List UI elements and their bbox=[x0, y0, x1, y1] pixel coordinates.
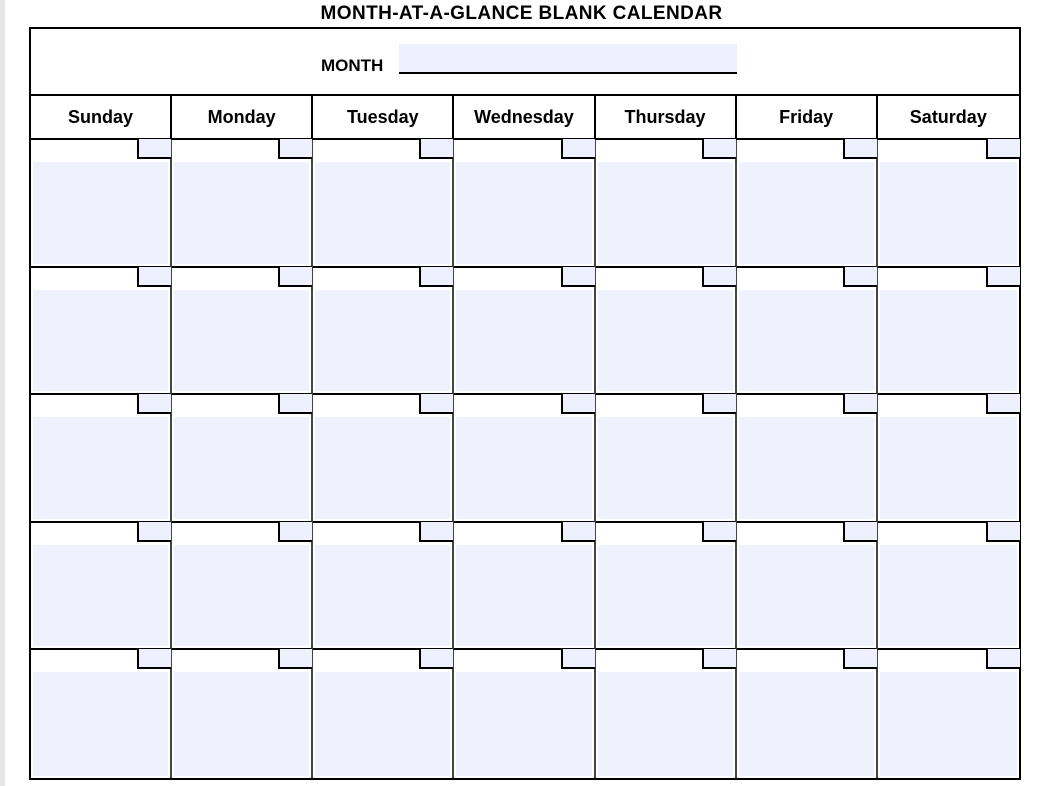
date-number-box[interactable] bbox=[986, 394, 1020, 414]
day-notes-field[interactable] bbox=[456, 290, 591, 392]
day-notes-field[interactable] bbox=[880, 162, 1017, 264]
date-number-box[interactable] bbox=[137, 139, 171, 159]
day-notes-field[interactable] bbox=[174, 672, 309, 776]
day-cell[interactable] bbox=[737, 395, 878, 523]
day-notes-field[interactable] bbox=[739, 290, 874, 392]
date-number-box[interactable] bbox=[986, 649, 1020, 669]
weekday-sunday: Sunday bbox=[31, 96, 172, 138]
date-number-box[interactable] bbox=[561, 649, 595, 669]
weekday-monday: Monday bbox=[172, 96, 313, 138]
day-notes-field[interactable] bbox=[880, 672, 1017, 776]
day-notes-field[interactable] bbox=[880, 545, 1017, 647]
weekday-tuesday: Tuesday bbox=[313, 96, 454, 138]
date-number-box[interactable] bbox=[137, 394, 171, 414]
day-cell[interactable] bbox=[878, 395, 1019, 523]
date-number-box[interactable] bbox=[843, 139, 877, 159]
day-cell[interactable] bbox=[31, 523, 172, 651]
day-cell[interactable] bbox=[878, 523, 1019, 651]
day-notes-field[interactable] bbox=[598, 290, 733, 392]
day-notes-field[interactable] bbox=[33, 545, 168, 647]
date-number-box[interactable] bbox=[986, 267, 1020, 287]
day-cell[interactable] bbox=[313, 523, 454, 651]
date-number-box[interactable] bbox=[702, 139, 736, 159]
day-cell[interactable] bbox=[596, 268, 737, 396]
day-notes-field[interactable] bbox=[315, 162, 450, 264]
day-cell[interactable] bbox=[172, 395, 313, 523]
calendar-title: MONTH-AT-A-GLANCE BLANK CALENDAR bbox=[320, 3, 723, 24]
day-notes-field[interactable] bbox=[739, 162, 874, 264]
date-number-box[interactable] bbox=[278, 649, 312, 669]
day-notes-field[interactable] bbox=[315, 290, 450, 392]
date-number-box[interactable] bbox=[419, 394, 453, 414]
day-cell[interactable] bbox=[596, 140, 737, 268]
date-number-box[interactable] bbox=[986, 522, 1020, 542]
day-cell[interactable] bbox=[737, 650, 878, 778]
weekday-wednesday: Wednesday bbox=[454, 96, 595, 138]
day-cell[interactable] bbox=[313, 268, 454, 396]
date-number-box[interactable] bbox=[702, 522, 736, 542]
date-number-box[interactable] bbox=[843, 394, 877, 414]
day-notes-field[interactable] bbox=[33, 672, 168, 776]
day-notes-field[interactable] bbox=[456, 545, 591, 647]
date-number-box[interactable] bbox=[561, 267, 595, 287]
day-cell[interactable] bbox=[878, 140, 1019, 268]
date-number-box[interactable] bbox=[561, 522, 595, 542]
day-cell[interactable] bbox=[737, 523, 878, 651]
day-notes-field[interactable] bbox=[174, 162, 309, 264]
date-number-box[interactable] bbox=[278, 394, 312, 414]
weekday-saturday: Saturday bbox=[909, 106, 987, 127]
day-cell[interactable] bbox=[737, 268, 878, 396]
day-notes-field[interactable] bbox=[880, 417, 1017, 519]
day-cell[interactable] bbox=[31, 395, 172, 523]
day-notes-field[interactable] bbox=[739, 417, 874, 519]
date-number-box[interactable] bbox=[419, 649, 453, 669]
day-notes-field[interactable] bbox=[456, 672, 591, 776]
date-number-box[interactable] bbox=[419, 522, 453, 542]
date-number-box[interactable] bbox=[561, 394, 595, 414]
month-label: MONTH bbox=[321, 56, 384, 75]
day-notes-field[interactable] bbox=[174, 290, 309, 392]
weekday-friday: Friday bbox=[737, 96, 878, 138]
date-number-box[interactable] bbox=[986, 139, 1020, 159]
date-number-box[interactable] bbox=[137, 649, 171, 669]
date-number-box[interactable] bbox=[137, 267, 171, 287]
date-number-box[interactable] bbox=[843, 649, 877, 669]
day-cell[interactable] bbox=[172, 268, 313, 396]
day-cell[interactable] bbox=[454, 395, 595, 523]
day-cell[interactable] bbox=[313, 395, 454, 523]
day-notes-field[interactable] bbox=[880, 290, 1017, 392]
date-number-box[interactable] bbox=[702, 267, 736, 287]
day-cell[interactable] bbox=[454, 650, 595, 778]
day-notes-field[interactable] bbox=[174, 417, 309, 519]
day-notes-field[interactable] bbox=[598, 162, 733, 264]
date-number-box[interactable] bbox=[137, 522, 171, 542]
day-cell[interactable] bbox=[313, 650, 454, 778]
day-cell[interactable] bbox=[596, 523, 737, 651]
day-cell[interactable] bbox=[172, 523, 313, 651]
month-header bbox=[31, 29, 1019, 96]
date-number-box[interactable] bbox=[561, 139, 595, 159]
day-cell[interactable] bbox=[596, 395, 737, 523]
day-cell[interactable] bbox=[313, 140, 454, 268]
day-cell[interactable] bbox=[31, 268, 172, 396]
calendar-grid bbox=[31, 140, 1019, 778]
date-number-box[interactable] bbox=[843, 267, 877, 287]
day-notes-field[interactable] bbox=[739, 672, 874, 776]
calendar-sheet bbox=[29, 27, 1021, 780]
day-notes-field[interactable] bbox=[456, 162, 591, 264]
day-cell[interactable] bbox=[454, 523, 595, 651]
date-number-box[interactable] bbox=[702, 649, 736, 669]
day-notes-field[interactable] bbox=[315, 417, 450, 519]
day-notes-field[interactable] bbox=[598, 417, 733, 519]
day-cell[interactable] bbox=[454, 140, 595, 268]
day-notes-field[interactable] bbox=[739, 545, 874, 647]
day-cell[interactable] bbox=[878, 268, 1019, 396]
day-cell[interactable] bbox=[31, 140, 172, 268]
day-cell[interactable] bbox=[172, 140, 313, 268]
day-notes-field[interactable] bbox=[456, 417, 591, 519]
day-cell[interactable] bbox=[31, 650, 172, 778]
day-cell[interactable] bbox=[596, 650, 737, 778]
day-cell[interactable] bbox=[172, 650, 313, 778]
day-cell[interactable] bbox=[454, 268, 595, 396]
weekday-thursday: Thursday bbox=[596, 96, 737, 138]
day-notes-field[interactable] bbox=[33, 290, 168, 392]
day-cell[interactable] bbox=[878, 650, 1019, 778]
date-number-box[interactable] bbox=[278, 139, 312, 159]
day-notes-field[interactable] bbox=[33, 162, 168, 264]
date-number-box[interactable] bbox=[278, 522, 312, 542]
date-number-box[interactable] bbox=[278, 267, 312, 287]
date-number-box[interactable] bbox=[419, 267, 453, 287]
date-number-box[interactable] bbox=[419, 139, 453, 159]
day-notes-field[interactable] bbox=[598, 545, 733, 647]
day-notes-field[interactable] bbox=[315, 545, 450, 647]
day-notes-field[interactable] bbox=[598, 672, 733, 776]
weekday-header-row bbox=[31, 96, 1019, 140]
day-cell[interactable] bbox=[737, 140, 878, 268]
page-gutter bbox=[0, 0, 5, 786]
date-number-box[interactable] bbox=[702, 394, 736, 414]
date-number-box[interactable] bbox=[843, 522, 877, 542]
day-notes-field[interactable] bbox=[33, 417, 168, 519]
day-notes-field[interactable] bbox=[315, 672, 450, 776]
month-input[interactable] bbox=[399, 44, 737, 74]
day-notes-field[interactable] bbox=[174, 545, 309, 647]
